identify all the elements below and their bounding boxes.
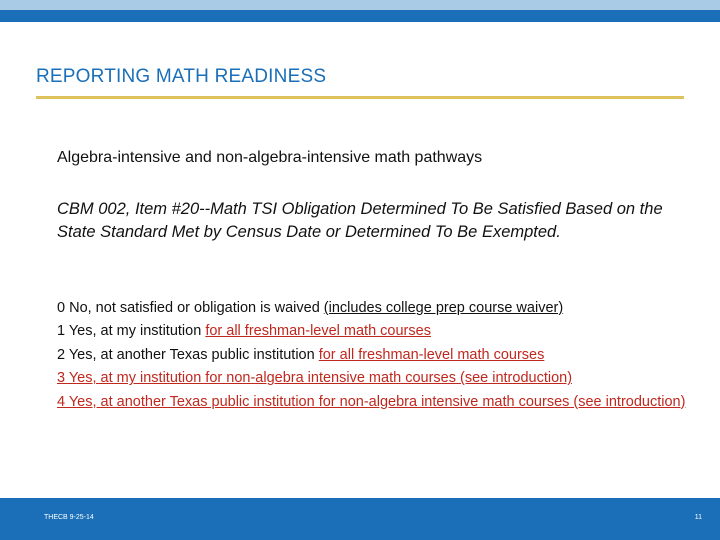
options-list xyxy=(57,297,692,412)
option-0 xyxy=(57,297,692,320)
top-banner-bar xyxy=(0,10,720,22)
option-1 xyxy=(57,320,692,343)
option-3-highlight: 3 Yes, at my institution for non-algebra intensive math courses (see introduction) xyxy=(57,370,573,387)
option-4-highlight: 4 Yes, at another Texas public institution for non-algebra intensive math courses (see introduction) xyxy=(57,393,686,410)
page-number: 11 xyxy=(694,514,702,521)
option-2-text: 2 Yes, at another Texas public institution xyxy=(57,346,319,363)
option-0-text: 0 No, not satisfied or obligation is waived xyxy=(57,300,324,316)
option-2-highlight: for all freshman-level math courses xyxy=(318,346,545,363)
title-divider xyxy=(36,96,684,99)
item-description: CBM 002, Item #20--Math TSI Obligation Determined To Be Satisfied Based on the State Standard Met by Census Date or Determined To Be Exempted. xyxy=(57,200,663,241)
footer-label: THECB 9-25-14 xyxy=(44,514,94,521)
option-0-note: (includes college prep course waiver) xyxy=(323,300,564,316)
option-4 xyxy=(57,391,692,412)
top-accent-bar xyxy=(0,0,720,10)
option-1-highlight: for all freshman-level math courses xyxy=(205,323,431,340)
slide-subtitle: Algebra-intensive and non-algebra-intensive math pathways xyxy=(57,149,483,166)
option-1-text: 1 Yes, at my institution xyxy=(57,323,206,340)
footer-bar xyxy=(0,498,720,540)
option-2 xyxy=(57,344,692,367)
slide-title: REPORTING MATH READINESS xyxy=(36,66,327,87)
option-3 xyxy=(57,367,692,390)
